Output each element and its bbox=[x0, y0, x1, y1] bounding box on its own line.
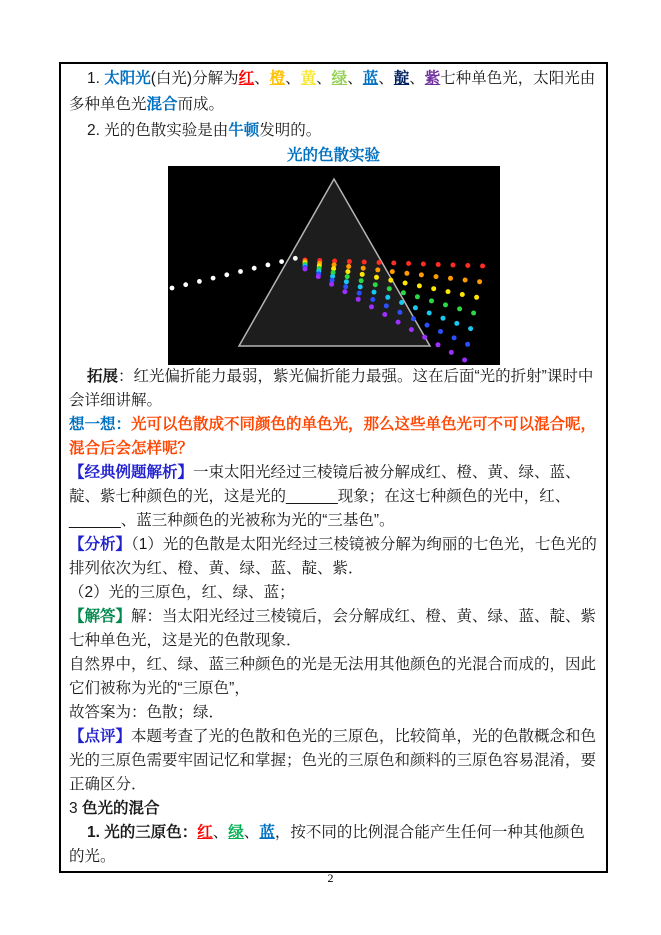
text-run: 、 bbox=[254, 70, 270, 87]
color-word-red: 红 bbox=[238, 70, 255, 87]
color-word-purple: 紫 bbox=[424, 70, 441, 87]
label-extension: 拓展 bbox=[87, 368, 119, 385]
text-run: 1. bbox=[87, 70, 105, 87]
color-word-indigo: 靛 bbox=[393, 70, 410, 87]
paragraph-extension bbox=[69, 365, 598, 413]
text-run: 、 bbox=[212, 824, 229, 841]
image-title: 光的色散实验 bbox=[286, 147, 380, 164]
content-border-box bbox=[59, 62, 608, 873]
label-comment: 【点评】 bbox=[69, 728, 132, 745]
label-think: 想一想： bbox=[69, 416, 132, 433]
text-run: 本题考查了光的色散和色光的三原色，比较简单，光的色散概念和色光的三原色需要牢固记忆和掌握；色光的三原色和颜料的三原色容易混淆，要正确区分． bbox=[69, 728, 597, 793]
blank-line: ______ bbox=[286, 488, 338, 505]
text-run: ，按不同的比例混合能产生任何一种其他颜色的光。 bbox=[69, 824, 585, 865]
text-run: 现象；在这七种颜色的光中，红、 bbox=[337, 488, 571, 505]
paragraph-think bbox=[69, 413, 598, 461]
page-number: 2 bbox=[327, 871, 334, 885]
text-run: 发明的。 bbox=[259, 122, 322, 139]
text-run: （2）光的三原色，红、绿、蓝； bbox=[69, 584, 295, 601]
label-analysis: 【分析】 bbox=[69, 536, 132, 553]
color-word-orange: 橙 bbox=[269, 70, 286, 87]
text-run: 、 bbox=[243, 824, 260, 841]
text-run: 七种单色光，太阳光由多种单色光 bbox=[69, 70, 596, 113]
paragraph-analysis-2 bbox=[69, 581, 598, 605]
text-run: 自然界中，红、绿、蓝三种颜色的光是无法用其他颜色的光混合而成的，因此它们被称为光的“三原色”， bbox=[69, 656, 597, 697]
term-newton: 牛顿 bbox=[228, 122, 260, 139]
paragraph-comment bbox=[69, 725, 598, 797]
section-heading-text: 色光的混合 bbox=[81, 800, 160, 817]
primary-color-red: 红 bbox=[197, 824, 213, 841]
text-run: （1）光的色散是太阳光经过三棱镜被分解为绚丽的七色光，七色光的排列依次为红、橙、黄、绿、蓝、靛、紫． bbox=[69, 536, 597, 577]
text-run: 、 bbox=[378, 70, 394, 87]
text-run: 而成。 bbox=[177, 96, 225, 113]
paragraph-three-primary-colors bbox=[69, 821, 598, 869]
text-run: 故答案为：色散；绿． bbox=[69, 704, 225, 721]
primary-color-blue: 蓝 bbox=[259, 824, 275, 841]
text-run: 一束太阳光经过三棱镜后被分解成红、橙、黄、绿、蓝、靛、紫七种颜色的光，这是光的 bbox=[69, 464, 581, 505]
color-word-green: 绿 bbox=[331, 70, 348, 87]
color-word-blue: 蓝 bbox=[362, 70, 379, 87]
paragraph-answer bbox=[69, 605, 598, 653]
text-run: 、 bbox=[285, 70, 301, 87]
paragraph-answer-3 bbox=[69, 701, 598, 725]
prism-svg bbox=[168, 166, 500, 365]
text-run: 、 bbox=[316, 70, 332, 87]
color-word-yellow: 黄 bbox=[300, 70, 317, 87]
label-answer: 【解答】 bbox=[69, 608, 132, 625]
text-run: 解：当太阳光经过三棱镜后，会分解成红、橙、黄、绿、蓝、靛、紫七种单色光，这是光的色散现象． bbox=[69, 608, 597, 649]
text-run: ：红光偏折能力最弱，紫光偏折能力最强。这在后面“光的折射”课时中会详细讲解。 bbox=[69, 368, 594, 409]
section-number: 3 bbox=[69, 800, 82, 817]
term-mix: 混合 bbox=[146, 96, 178, 113]
section-heading-color-mixing bbox=[69, 797, 598, 821]
paragraph-classic-example bbox=[69, 461, 598, 533]
paragraph-answer-2 bbox=[69, 653, 598, 701]
text-run: (白光)分解为 bbox=[150, 70, 239, 87]
blank-line: ______ bbox=[69, 512, 121, 529]
think-question-text: 光可以色散成不同颜色的单色光，那么这些单色光可不可以混合呢，混合后会怎样呢？ bbox=[69, 416, 597, 457]
paragraph-analysis bbox=[69, 533, 598, 581]
label-three-primary: 光的三原色： bbox=[104, 824, 198, 841]
text-run: 、 bbox=[347, 70, 363, 87]
label-classic-example: 【经典例题解析】 bbox=[69, 464, 194, 481]
term-sunlight: 太阳光 bbox=[104, 70, 151, 87]
paragraph-sunlight-decomposition bbox=[69, 66, 598, 118]
primary-color-green: 绿 bbox=[228, 824, 244, 841]
text-run: 1. bbox=[87, 824, 105, 841]
text-run: 、 bbox=[409, 70, 425, 87]
paragraph-newton bbox=[69, 118, 598, 144]
text-run: 2. 光的色散实验是由 bbox=[87, 122, 229, 139]
prism-image bbox=[168, 166, 500, 365]
text-run: 、蓝三种颜色的光被称为光的“三基色”。 bbox=[120, 512, 395, 529]
